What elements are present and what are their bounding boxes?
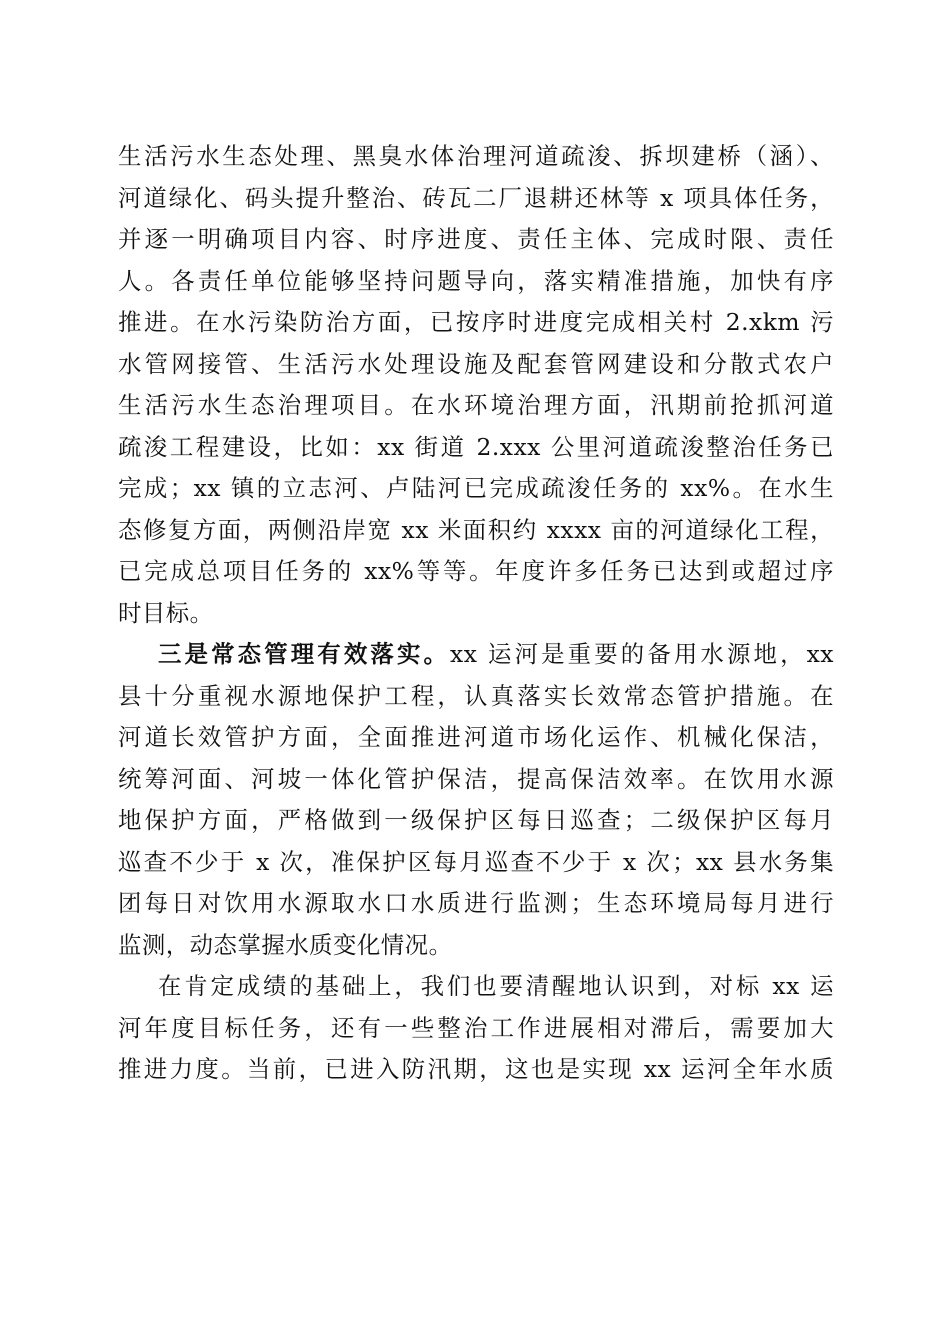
paragraph-line: 统筹河面、河坡一体化管护保洁，提高保洁效率。在饮用水源 [118, 764, 834, 793]
paragraph-line: 生活污水生态处理、黑臭水体治理河道疏浚、拆坝建桥（涵）、 [118, 142, 834, 170]
paragraph-line: 推进。在水污染防治方面，已按序时进度完成相关村 2.xkm 污 [118, 308, 834, 336]
paragraph-line: 时目标。 [118, 598, 214, 627]
document-body [118, 136, 834, 1091]
paragraph-3 [118, 966, 834, 1091]
paragraph-first-line [118, 634, 834, 676]
paragraph-1 [118, 136, 834, 634]
paragraph-line: 人。各责任单位能够坚持问题导向，落实精准措施，加快有序 [118, 266, 834, 295]
paragraph-line: 推进力度。当前，已进入防汛期，这也是实现 xx 运河全年水质 [118, 1055, 834, 1083]
paragraph-line: 团每日对饮用水源取水口水质进行监测；生态环境局每月进行 [118, 889, 834, 917]
paragraph-line: 河道绿化、码头提升整治、砖瓦二厂退耕还林等 x 项具体任务， [118, 183, 834, 212]
paragraph-line: 完成；xx 镇的立志河、卢陆河已完成疏浚任务的 xx%。在水生 [118, 474, 834, 502]
paragraph-lead-heading: 三是常态管理有效落实。 [158, 640, 451, 668]
paragraph-line: 巡查不少于 x 次，准保护区每月巡查不少于 x 次；xx 县水务集 [118, 847, 834, 876]
paragraph-line: 地保护方面，严格做到一级保护区每日巡查；二级保护区每月 [118, 806, 834, 834]
paragraph-line: 水管网接管、生活污水处理设施及配套管网建设和分散式农户 [118, 349, 834, 378]
paragraph-line: 并逐一明确项目内容、时序进度、责任主体、完成时限、责任 [118, 225, 834, 253]
paragraph-line: 已完成总项目任务的 xx%等等。年度许多任务已达到或超过序 [118, 557, 834, 585]
paragraph-2 [118, 634, 834, 966]
paragraph-line: 态修复方面，两侧沿岸宽 xx 米面积约 xxxx 亩的河道绿化工程， [118, 515, 834, 544]
paragraph-line: 县十分重视水源地保护工程，认真落实长效常态管护措施。在 [118, 681, 834, 710]
paragraph-line: 疏浚工程建设，比如：xx 街道 2.xxx 公里河道疏浚整治任务已 [118, 432, 834, 461]
paragraph-line: 生活污水生态治理项目。在水环境治理方面，汛期前抢抓河道 [118, 391, 834, 419]
paragraph-line: 河年度目标任务，还有一些整治工作进展相对滞后，需要加大 [118, 1013, 834, 1042]
paragraph-first-line: 在肯定成绩的基础上，我们也要清醒地认识到，对标 xx 运 [158, 972, 834, 1000]
paragraph-first-line-text: xx 运河是重要的备用水源地，xx [450, 640, 834, 668]
paragraph-line: 河道长效管护方面，全面推进河道市场化运作、机械化保洁， [118, 723, 834, 751]
paragraph-line: 监测，动态掌握水质变化情况。 [118, 930, 453, 959]
